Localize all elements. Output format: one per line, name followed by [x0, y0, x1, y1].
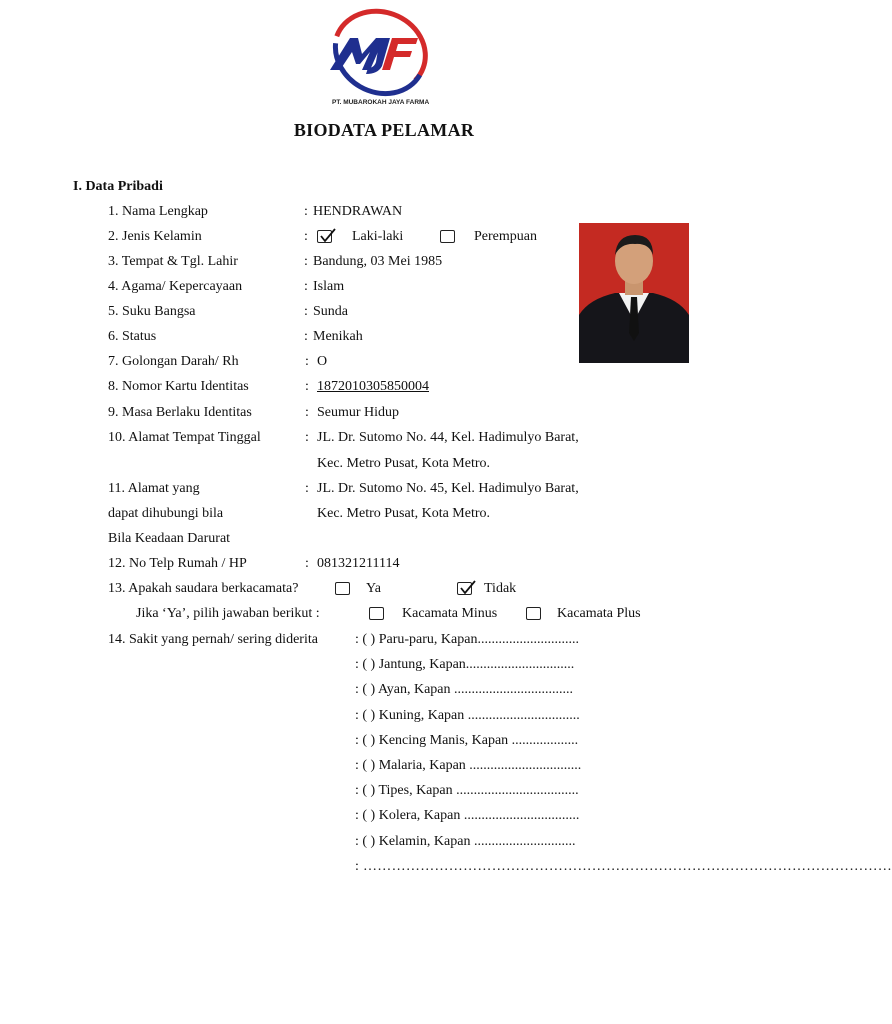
- value-masa-berlaku: Seumur Hidup: [317, 405, 400, 420]
- sakit-list: [355, 631, 892, 883]
- label-kacamata-sub: Jika ‘Ya’, pilih jawaban berikut :: [136, 606, 320, 621]
- option-tidak: Tidak: [484, 581, 517, 596]
- colon: :: [304, 329, 308, 344]
- colon: :: [304, 279, 308, 294]
- value-alamat-tinggal-line2: Kec. Metro Pusat, Kota Metro.: [317, 456, 491, 471]
- company-logo: [322, 8, 434, 112]
- value-golongan-darah: O: [317, 354, 328, 369]
- checkbox-kacamata-minus[interactable]: [369, 607, 384, 620]
- list-item[interactable]: : ( ) Kencing Manis, Kapan ...................: [355, 732, 579, 748]
- label-masa-berlaku: 9. Masa Berlaku Identitas: [108, 405, 252, 420]
- option-kacamata-minus: Kacamata Minus: [402, 606, 498, 621]
- label-suku: 5. Suku Bangsa: [108, 304, 196, 319]
- section-heading: I. Data Pribadi: [73, 179, 163, 194]
- colon: :: [304, 304, 308, 319]
- colon: :: [305, 379, 309, 394]
- applicant-photo: [579, 223, 689, 363]
- label-agama: 4. Agama/ Kepercayaan: [108, 279, 243, 294]
- label-sakit: 14. Sakit yang pernah/ sering diderita: [108, 632, 318, 647]
- mjf-logo-mark: [322, 8, 434, 112]
- list-item[interactable]: : ( ) Malaria, Kapan ................................: [355, 757, 582, 773]
- checkbox-ya[interactable]: [335, 582, 350, 595]
- label-jenis-kelamin: 2. Jenis Kelamin: [108, 229, 202, 244]
- list-item[interactable]: : ( ) Kolera, Kapan .................................: [355, 808, 580, 824]
- value-nomor-identitas: 1872010305850004: [317, 379, 429, 394]
- colon: :: [304, 229, 308, 244]
- colon: :: [305, 556, 309, 571]
- list-item[interactable]: : ( ) Ayan, Kapan ..................................: [355, 682, 574, 698]
- value-nama: HENDRAWAN: [313, 204, 403, 219]
- colon: :: [305, 430, 309, 445]
- label-telp: 12. No Telp Rumah / HP: [108, 556, 247, 571]
- checkbox-perempuan[interactable]: [440, 230, 455, 243]
- list-item[interactable]: : ( ) Paru-paru, Kapan.............................: [355, 632, 579, 647]
- option-laki-laki: Laki-laki: [352, 229, 404, 244]
- label-alamat-darurat-2: dapat dihubungi bila: [108, 506, 224, 521]
- value-alamat-tinggal-line1: JL. Dr. Sutomo No. 44, Kel. Hadimulyo Barat,: [317, 430, 579, 445]
- colon: :: [305, 481, 309, 496]
- label-kacamata: 13. Apakah saudara berkacamata?: [108, 581, 299, 596]
- value-alamat-darurat-line2: Kec. Metro Pusat, Kota Metro.: [317, 506, 491, 521]
- value-alamat-darurat-line1: JL. Dr. Sutomo No. 45, Kel. Hadimulyo Barat,: [317, 481, 579, 496]
- list-item[interactable]: : …………………………………………………………………………………………………: [355, 858, 892, 874]
- list-item[interactable]: : ( ) Kuning, Kapan ................................: [355, 707, 580, 723]
- label-status: 6. Status: [108, 329, 157, 344]
- list-item[interactable]: : ( ) Jantung, Kapan...............................: [355, 657, 575, 673]
- colon: :: [304, 254, 308, 269]
- checkbox-kacamata-plus[interactable]: [526, 607, 541, 620]
- label-ttl: 3. Tempat & Tgl. Lahir: [108, 254, 238, 269]
- label-nama: 1. Nama Lengkap: [108, 204, 208, 219]
- colon: :: [305, 405, 309, 420]
- option-kacamata-plus: Kacamata Plus: [557, 606, 641, 621]
- label-alamat-darurat-3: Bila Keadaan Darurat: [108, 531, 231, 546]
- option-ya: Ya: [366, 581, 381, 596]
- value-status: Menikah: [313, 329, 363, 344]
- value-agama: Islam: [313, 279, 345, 294]
- check-icon: [459, 580, 477, 596]
- colon: :: [304, 204, 308, 219]
- page-title: BIODATA PELAMAR: [293, 120, 475, 140]
- value-telp: 081321211114: [317, 556, 400, 571]
- list-item[interactable]: : ( ) Tipes, Kapan ...................................: [355, 783, 579, 799]
- option-perempuan: Perempuan: [474, 229, 537, 244]
- label-alamat-darurat-1: 11. Alamat yang: [108, 481, 200, 496]
- value-ttl: Bandung, 03 Mei 1985: [313, 254, 443, 269]
- checkbox-laki-laki[interactable]: [317, 230, 332, 243]
- colon: :: [305, 354, 309, 369]
- company-name: PT. MUBAROKAH JAYA FARMA: [332, 99, 430, 106]
- list-item[interactable]: : ( ) Kelamin, Kapan .............................: [355, 833, 576, 849]
- checkbox-tidak[interactable]: [457, 582, 472, 595]
- label-golongan-darah: 7. Golongan Darah/ Rh: [108, 354, 239, 369]
- label-nomor-identitas: 8. Nomor Kartu Identitas: [108, 379, 249, 394]
- value-suku: Sunda: [313, 304, 348, 319]
- person-portrait-icon: [579, 223, 689, 363]
- check-icon: [319, 228, 337, 244]
- label-alamat-tinggal: 10. Alamat Tempat Tinggal: [108, 430, 261, 445]
